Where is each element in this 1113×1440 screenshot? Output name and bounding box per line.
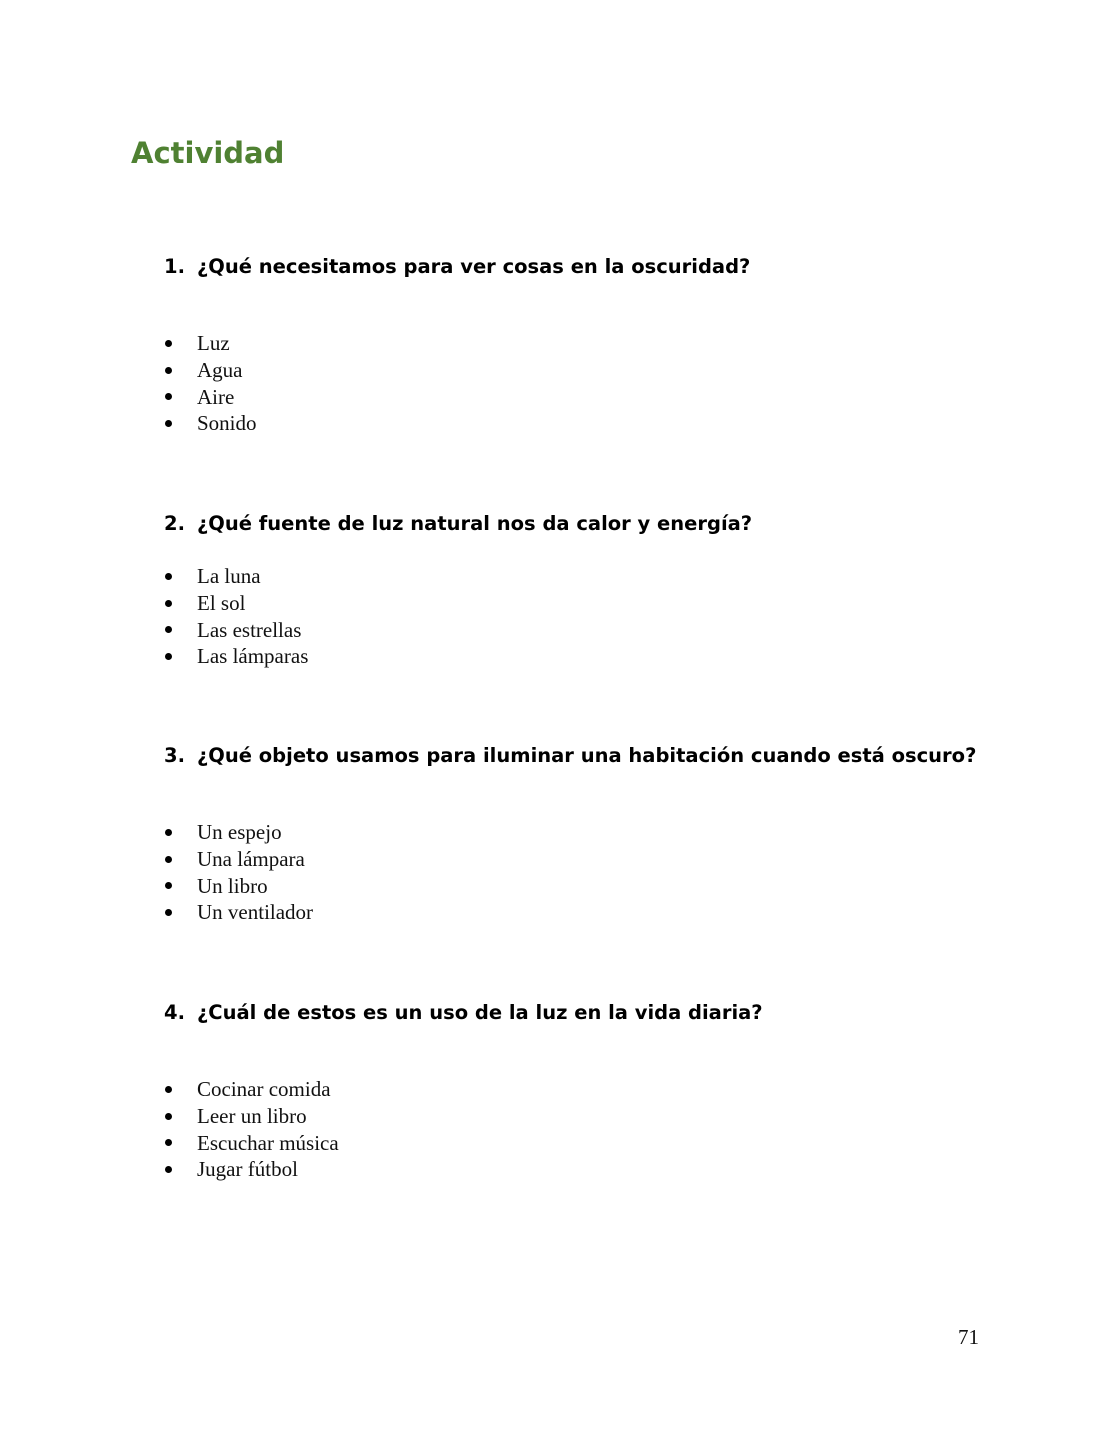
list-item <box>164 357 750 384</box>
bullet-icon <box>165 393 172 400</box>
question-label: ¿Cuál de estos es un uso de la luz en la vida diaria? <box>197 1001 763 1024</box>
bullet-icon <box>165 829 172 836</box>
option-label: Agua <box>197 357 243 382</box>
bullet-icon <box>165 1139 172 1146</box>
list-item <box>164 643 752 670</box>
question-label: ¿Qué necesitamos para ver cosas en la oscuridad? <box>197 255 751 278</box>
option-label: Un espejo <box>197 820 282 844</box>
bullet-icon <box>165 600 172 607</box>
list-item <box>164 617 752 644</box>
page-number: 71 <box>958 1325 979 1349</box>
list-item <box>164 590 752 617</box>
question-text <box>164 509 752 539</box>
option-label: Cocinar comida <box>197 1077 331 1101</box>
option-label: Luz <box>197 331 230 355</box>
question-4 <box>164 998 763 1183</box>
option-label: La luna <box>197 564 261 588</box>
question-1 <box>164 252 750 437</box>
list-item <box>164 563 752 590</box>
options-list <box>164 819 976 926</box>
list-item <box>164 899 976 926</box>
option-label: Una lámpara <box>197 846 305 871</box>
option-label: Un libro <box>197 873 268 898</box>
list-item <box>164 1156 763 1183</box>
options-list <box>164 563 752 670</box>
option-label: Sonido <box>197 411 257 436</box>
question-number: 1. <box>164 255 185 278</box>
bullet-icon <box>165 882 172 889</box>
option-label: Las estrellas <box>197 617 302 642</box>
list-item <box>164 330 750 357</box>
list-item <box>164 410 750 437</box>
bullet-icon <box>165 909 172 916</box>
bullet-icon <box>165 420 172 427</box>
question-3 <box>164 741 976 926</box>
bullet-icon <box>165 340 172 347</box>
question-number: 4. <box>164 1001 185 1024</box>
list-item <box>164 819 976 846</box>
question-number: 3. <box>164 744 185 767</box>
options-list <box>164 1076 763 1183</box>
bullet-icon <box>165 626 172 633</box>
bullet-icon <box>165 653 172 660</box>
question-text <box>164 252 750 282</box>
question-2 <box>164 509 752 670</box>
option-label: Jugar fútbol <box>197 1157 298 1182</box>
list-item <box>164 1130 763 1157</box>
option-label: El sol <box>197 590 246 615</box>
bullet-icon <box>165 573 172 580</box>
question-text <box>164 741 976 771</box>
list-item <box>164 384 750 411</box>
bullet-icon <box>165 1113 172 1120</box>
question-text <box>164 998 763 1028</box>
bullet-icon <box>165 856 172 863</box>
list-item <box>164 846 976 873</box>
question-label: ¿Qué fuente de luz natural nos da calor y energía? <box>197 512 753 535</box>
bullet-icon <box>165 367 172 374</box>
options-list <box>164 330 750 437</box>
bullet-icon <box>165 1086 172 1093</box>
question-number: 2. <box>164 512 185 535</box>
list-item <box>164 1103 763 1130</box>
list-item <box>164 873 976 900</box>
option-label: Las lámparas <box>197 644 309 669</box>
option-label: Aire <box>197 384 235 409</box>
bullet-icon <box>165 1166 172 1173</box>
question-label: ¿Qué objeto usamos para iluminar una habitación cuando está oscuro? <box>197 744 977 767</box>
option-label: Un ventilador <box>197 900 314 925</box>
option-label: Escuchar música <box>197 1130 339 1155</box>
option-label: Leer un libro <box>197 1103 307 1128</box>
page-title: Actividad <box>131 136 285 170</box>
list-item <box>164 1076 763 1103</box>
